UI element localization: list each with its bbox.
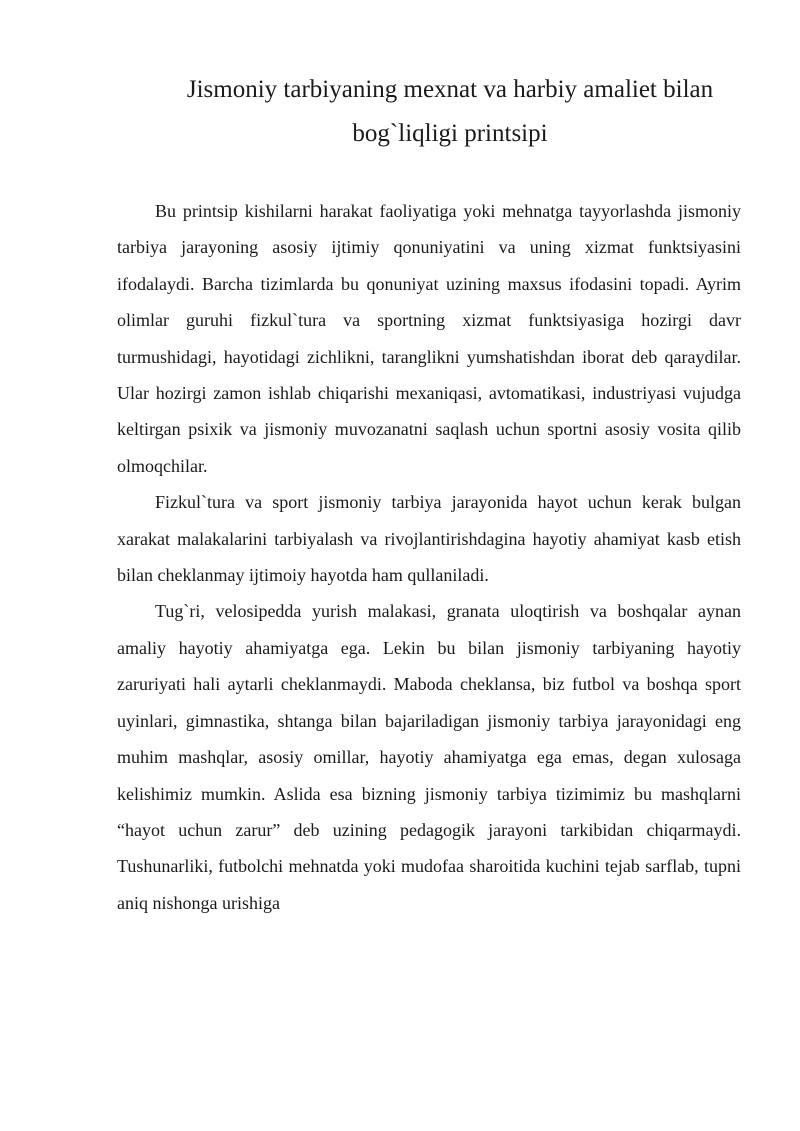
paragraph-1: Bu printsip kishilarni harakat faoliyatiga yoki mehnatga tayyorlashda jismoniy tarbiya jarayoning asosiy ijtimiy qonuniyatini va uning xizmat funktsiyasini ifodalaydi. Barcha tizimlarda bu qonuniyat uzining maxsus ifodasini topadi. Ayrim olimlar guruhi fizkul`tura va sportning xizmat funktsiyasiga hozirgi davr turmushidagi, hayotidagi zichlikni, taranglikni yumshatishdan iborat deb qaraydilar. Ular hozirgi zamon ishlab chiqarishi mexaniqasi, avtomatikasi, industriyasi vujudga keltirgan psixik va jismoniy muvozanatni saqlash uchun sportni asosiy vosita qilib olmoqchilar. xyxy=(117,201,741,476)
paragraph-3: Tug`ri, velosipedda yurish malakasi, granata uloqtirish va boshqalar aynan amaliy hayotiy ahamiyatga ega. Lekin bu bilan jismoniy tarbiyaning hayotiy zaruriyati hali aytarli cheklanmaydi. Maboda cheklansa, biz futbol va boshqa sport uyinlari, gimnastika, shtanga bilan bajariladigan jismoniy tarbiya jarayonidagi eng muhim mashqlar, asosiy omillar, hayotiy ahamiyatga ega emas, degan xulosaga kelishimiz mumkin. Aslida esa bizning jismoniy tarbiya tizimimiz bu mashqlarni “hayot uchun zarur” deb uzining pedagogik jarayoni tarkibidan chiqarmaydi. Tushunarliki, futbolchi mehnatda yoki mudofaa sharoitida kuchini tejab sarflab, tupni aniq nishonga urishiga xyxy=(117,601,741,913)
page-title xyxy=(120,68,740,156)
title-line-2: bog`liqligi printsipi xyxy=(352,120,548,147)
title-line-1: Jismoniy tarbiyaning mexnat va harbiy amaliet bilan xyxy=(186,76,714,103)
paragraph-2: Fizkul`tura va sport jismoniy tarbiya jarayonida hayot uchun kerak bulgan xarakat malakalarini tarbiyalash va rivojlantirishdagina hayotiy ahamiyat kasb etish bilan cheklanmay ijtimoiy hayotda ham qullaniladi. xyxy=(117,492,741,586)
document-body xyxy=(117,193,741,921)
